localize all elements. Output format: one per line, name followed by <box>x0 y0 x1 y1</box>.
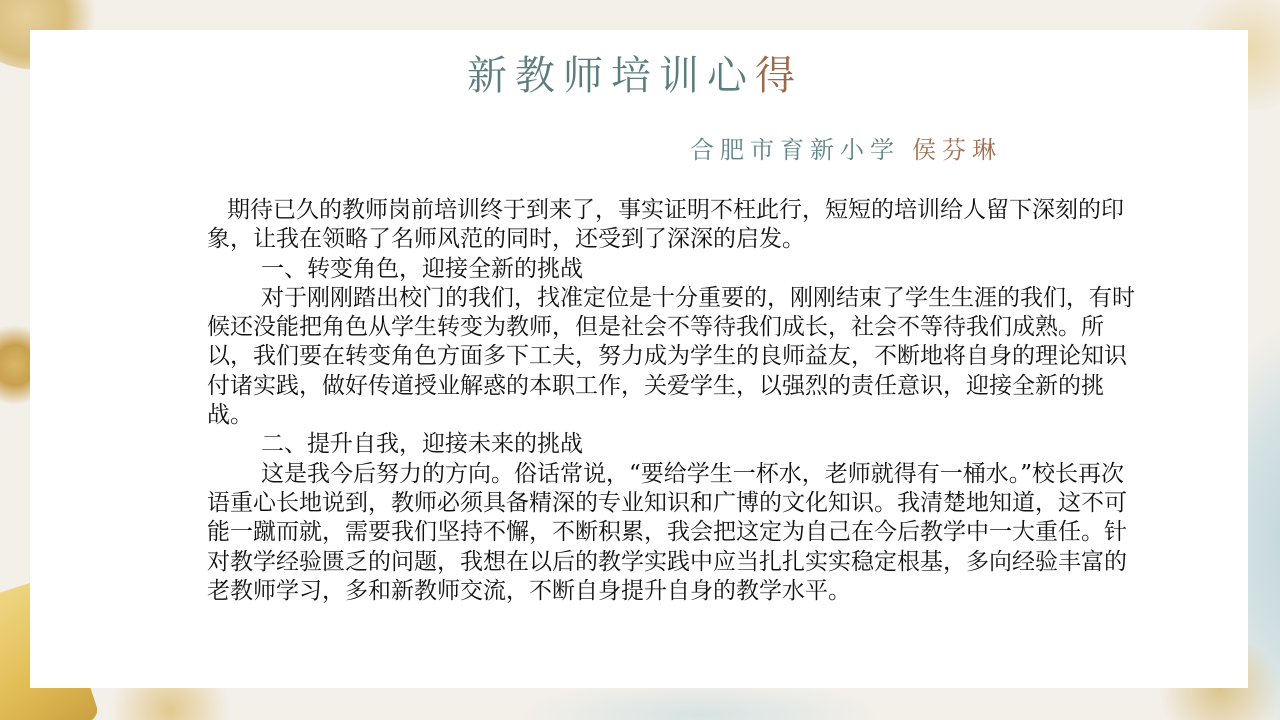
title-main: 新教师培训心 <box>467 53 755 99</box>
author-line <box>690 130 1002 165</box>
slide-title <box>0 44 1270 101</box>
section-heading-2: 二、提升自我，迎接未来的挑战 <box>261 431 583 458</box>
section-heading-1: 一、转变角色，迎接全新的挑战 <box>261 255 583 282</box>
paragraph-section-2: 这是我今后努力的方向。俗话常说，“要给学生一杯水，老师就得有一桶水。”校长再次语重心长地说到，教师必须具备精深的专业知识和广博的文化知识。我清楚地知道，这不可能一蹴而就，需要我们坚持不懈，不断积累，我会把这定为自己在今后教学中一大重任。针对教学经验匮乏的问题，我想在以后的教学实践中应当扎扎实实稳定根基，多向经验丰富的老教师学习，多和新教师交流，不断自身提升自身的教学水平。 <box>207 460 1127 604</box>
paragraph-intro: 期待已久的教师岗前培训终于到来了，事实证明不枉此行，短短的培训给人留下深刻的印象，让我在领略了名师风范的同时，还受到了深深的启发。 <box>207 197 1124 253</box>
body-text <box>207 196 1142 606</box>
school-name: 合肥市育新小学 <box>690 136 900 164</box>
author-name: 侯芬琳 <box>912 136 1002 164</box>
title-accent-char: 得 <box>755 53 803 99</box>
paragraph-section-1: 对于刚刚踏出校门的我们，找准定位是十分重要的，刚刚结束了学生生涯的我们，有时候还没能把角色从学生转变为教师，但是社会不等待我们成长，社会不等待我们成熟。所以，我们要在转变角色方面多下工夫，努力成为学生的良师益友，不断地将自身的理论知识付诸实践，做好传道授业解惑的本职工作，关爱学生，以强烈的责任意识，迎接全新的挑战。 <box>207 284 1135 429</box>
